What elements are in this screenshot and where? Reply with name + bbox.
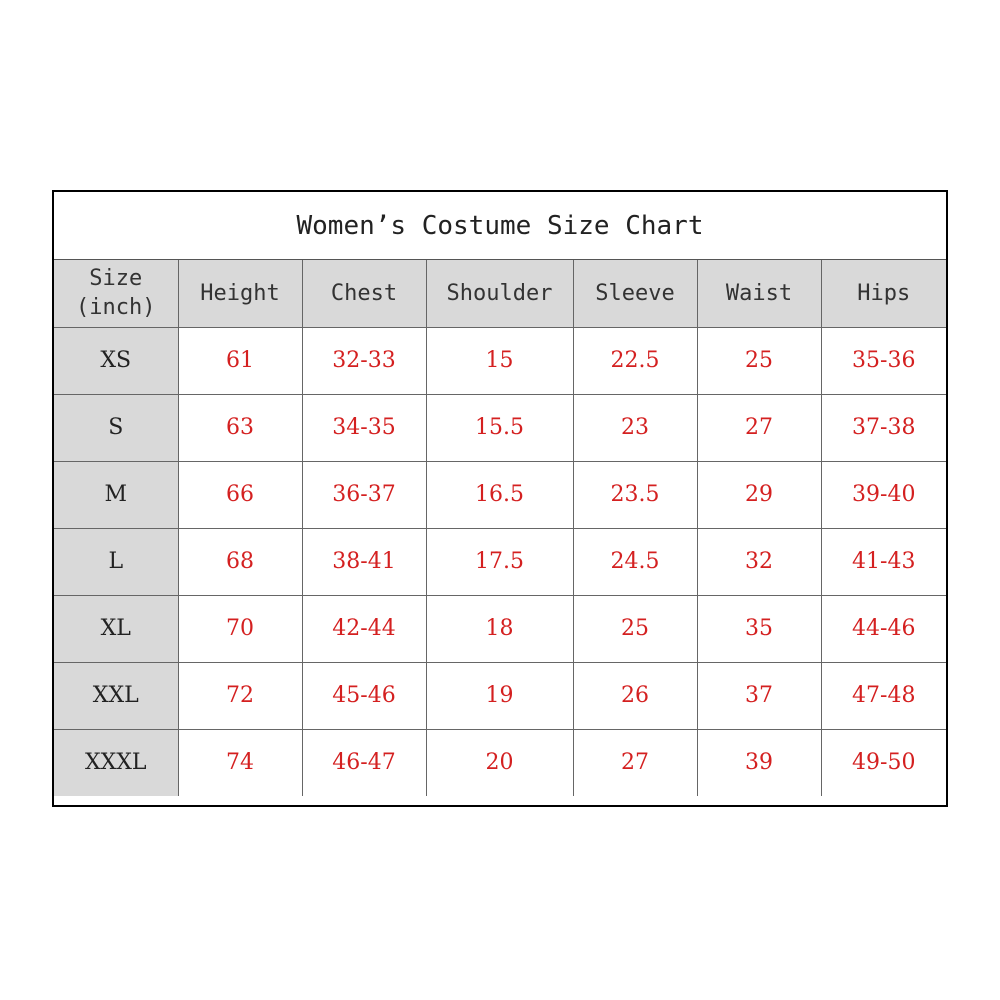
shoulder-value: 19: [426, 662, 573, 729]
size-label: XL: [54, 595, 178, 662]
header-chest: Chest: [302, 260, 426, 327]
sleeve-value: 25: [573, 595, 697, 662]
waist-value: 29: [697, 461, 821, 528]
height-value: 61: [178, 327, 302, 394]
header-row: [54, 260, 946, 327]
sleeve-value: 23.5: [573, 461, 697, 528]
table-row: [54, 729, 946, 796]
waist-value: 25: [697, 327, 821, 394]
sleeve-value: 24.5: [573, 528, 697, 595]
chest-value: 46-47: [302, 729, 426, 796]
size-label: S: [54, 394, 178, 461]
sleeve-value: 27: [573, 729, 697, 796]
hips-value: 47-48: [821, 662, 946, 729]
chest-value: 38-41: [302, 528, 426, 595]
chart-title: Women’s Costume Size Chart: [54, 192, 946, 260]
hips-value: 37-38: [821, 394, 946, 461]
sleeve-value: 22.5: [573, 327, 697, 394]
shoulder-value: 15: [426, 327, 573, 394]
waist-value: 35: [697, 595, 821, 662]
chest-value: 45-46: [302, 662, 426, 729]
table-row: [54, 394, 946, 461]
shoulder-value: 15.5: [426, 394, 573, 461]
size-label: XS: [54, 327, 178, 394]
height-value: 63: [178, 394, 302, 461]
waist-value: 39: [697, 729, 821, 796]
waist-value: 27: [697, 394, 821, 461]
height-value: 66: [178, 461, 302, 528]
table-row: [54, 461, 946, 528]
shoulder-value: 16.5: [426, 461, 573, 528]
hips-value: 44-46: [821, 595, 946, 662]
header-size-line1: Size: [89, 265, 143, 291]
height-value: 74: [178, 729, 302, 796]
header-size-line2: (inch): [76, 295, 156, 321]
chest-value: 32-33: [302, 327, 426, 394]
sleeve-value: 26: [573, 662, 697, 729]
size-label: L: [54, 528, 178, 595]
chest-value: 42-44: [302, 595, 426, 662]
sleeve-value: 23: [573, 394, 697, 461]
hips-value: 39-40: [821, 461, 946, 528]
size-table: [54, 260, 946, 796]
waist-value: 32: [697, 528, 821, 595]
shoulder-value: 17.5: [426, 528, 573, 595]
chest-value: 34-35: [302, 394, 426, 461]
height-value: 68: [178, 528, 302, 595]
size-label: XXXL: [54, 729, 178, 796]
header-size: [54, 260, 178, 327]
hips-value: 41-43: [821, 528, 946, 595]
size-label: XXL: [54, 662, 178, 729]
height-value: 72: [178, 662, 302, 729]
table-row: [54, 595, 946, 662]
header-height: Height: [178, 260, 302, 327]
header-shoulder: Shoulder: [426, 260, 573, 327]
header-waist: Waist: [697, 260, 821, 327]
hips-value: 35-36: [821, 327, 946, 394]
shoulder-value: 20: [426, 729, 573, 796]
table-row: [54, 528, 946, 595]
size-chart: [52, 190, 948, 807]
height-value: 70: [178, 595, 302, 662]
header-sleeve: Sleeve: [573, 260, 697, 327]
chest-value: 36-37: [302, 461, 426, 528]
shoulder-value: 18: [426, 595, 573, 662]
table-row: [54, 662, 946, 729]
table-row: [54, 327, 946, 394]
size-label: M: [54, 461, 178, 528]
header-hips: Hips: [821, 260, 946, 327]
waist-value: 37: [697, 662, 821, 729]
hips-value: 49-50: [821, 729, 946, 796]
